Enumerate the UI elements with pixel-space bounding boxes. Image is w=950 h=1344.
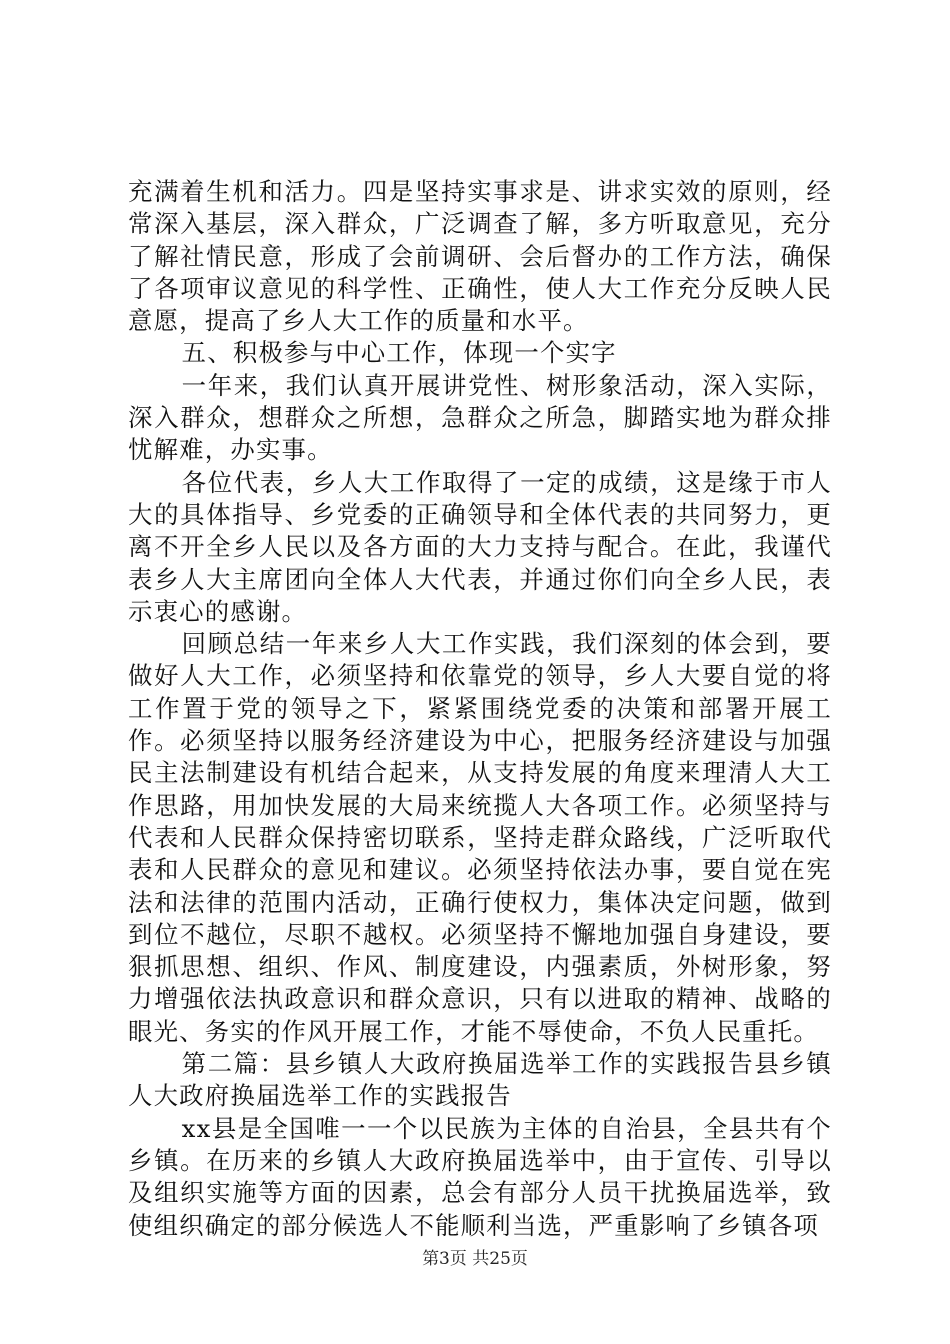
section-heading: 五、积极参与中心工作，体现一个实字 <box>181 338 617 368</box>
chapter-title: 第二篇：县乡镇人大政府换届选举工作的实践报告县乡镇人大政府换届选举工作的实践报告 <box>128 1049 832 1111</box>
paragraph-continuation: 充满着生机和活力。四是坚持实事求是、讲求实效的原则，经常深入基层，深入群众，广泛调查了解，多方听取意见，充分了解社情民意，形成了会前调研、会后督办的工作方法，确保了各项审议意见的科学性、正确性，使人大工作充分反映人民意愿，提高了乡人大工作的质量和水平。 <box>128 177 832 336</box>
paragraph: 各位代表，乡人大工作取得了一定的成绩，这是缘于市人大的具体指导、乡党委的正确领导和全体代表的共同努力，更离不开全乡人民以及各方面的大力支持与配合。在此，我谨代表乡人大主席团向全体人大代表，并通过你们向全乡人民，表示衷心的感谢。 <box>128 467 832 626</box>
page-number-footer: 第3页 共25页 <box>422 1249 528 1269</box>
document-body <box>128 176 832 1242</box>
paragraph: 回顾总结一年来乡人大工作实践，我们深刻的体会到，要做好人大工作，必须坚持和依靠党的领导，乡人大要自觉的将工作置于党的领导之下，紧紧围绕党委的决策和部署开展工作。必须坚持以服务经济建设为中心，把服务经济建设与加强民主法制建设有机结合起来，从支持发展的角度来理清人大工作思路，用加快发展的大局来统揽人大各项工作。必须坚持与代表和人民群众保持密切联系，坚持走群众路线，广泛听取代表和人民群众的意见和建议。必须坚持依法办事，要自觉在宪法和法律的范围内活动，正确行使权力，集体决定问题，做到到位不越位，尽职不越权。必须坚持不懈地加强自身建设，要狠抓思想、组织、作风、制度建设，内强素质，外树形象，努力增强依法执政意识和群众意识，只有以进取的精神、战略的眼光、务实的作风开展工作，才能不辱使命，不负人民重托。 <box>128 629 832 1046</box>
paragraph: xx县是全国唯一一个以民族为主体的自治县，全县共有个乡镇。在历来的乡镇人大政府换届选举中，由于宣传、引导以及组织实施等方面的因素，总会有部分人员干扰换届选举，致使组织确定的部分候选人不能顺利当选，严重影响了乡镇各项 <box>128 1113 832 1240</box>
paragraph: 一年来，我们认真开展讲党性、树形象活动，深入实际，深入群众，想群众之所想，急群众之所急，脚踏实地为群众排忧解难，办实事。 <box>128 370 832 465</box>
